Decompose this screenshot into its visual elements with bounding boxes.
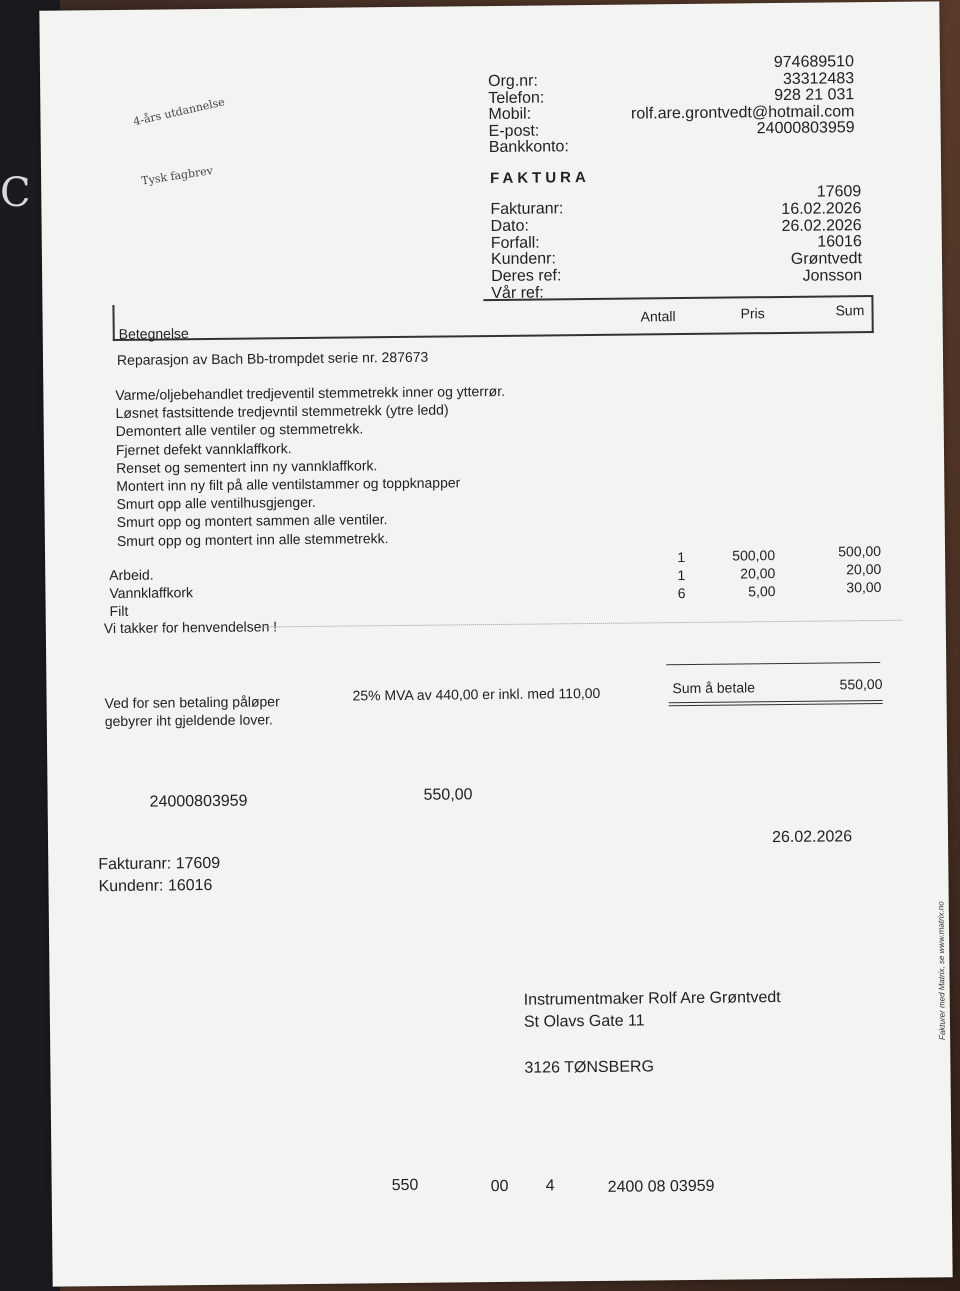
payee-street: St Olavs Gate 11 bbox=[523, 1012, 645, 1031]
late-note-line1: Ved for sen betaling påløper bbox=[104, 693, 280, 712]
total-value: 550,00 bbox=[839, 675, 883, 693]
header-sum: Sum bbox=[835, 302, 865, 319]
item-names bbox=[109, 565, 193, 620]
value-org: 974689510 bbox=[773, 53, 855, 72]
item-price: 20,00 bbox=[740, 565, 776, 582]
work-lines bbox=[115, 382, 506, 550]
value-bank: 24000803959 bbox=[756, 119, 855, 138]
label-customer-no: Kundenr: bbox=[490, 250, 557, 269]
logo-text-lower: Tysk fagbrev bbox=[140, 163, 214, 188]
item-qty-col bbox=[665, 548, 686, 602]
total-label: Sum å betale bbox=[672, 679, 756, 697]
work-line: Løsnet fastsittende tredjevntil stemmetrekk (ytre ledd) bbox=[115, 401, 449, 422]
work-line: Smurt opp alle ventilhusgjenger. bbox=[116, 494, 316, 513]
giro-customer-no: Kundenr: 16016 bbox=[98, 876, 213, 896]
giro-amount: 550,00 bbox=[423, 786, 473, 804]
items-end-line bbox=[262, 620, 902, 628]
company-labels bbox=[488, 73, 569, 156]
work-line: Smurt opp og montert sammen alle ventiler. bbox=[116, 511, 388, 531]
value-our-ref: Jonsson bbox=[802, 267, 863, 285]
giro-invoice-no: Fakturanr: 17609 bbox=[98, 854, 221, 874]
item-qty: 1 bbox=[677, 549, 686, 566]
giro-due-date: 26.02.2026 bbox=[771, 828, 853, 847]
value-due: 26.02.2026 bbox=[781, 216, 862, 235]
item-sum: 20,00 bbox=[846, 560, 882, 578]
work-line: Montert inn ny filt på alle ventilstammer og toppknapper bbox=[116, 474, 461, 494]
item-qty: 1 bbox=[677, 567, 686, 584]
late-payment-note bbox=[105, 692, 280, 730]
label-invoice-no: Fakturanr: bbox=[490, 200, 564, 219]
header-description: Betegnelse bbox=[118, 325, 189, 342]
payee-address bbox=[524, 987, 782, 1080]
value-invoice-no: 17609 bbox=[816, 183, 862, 201]
label-org: Org.nr: bbox=[488, 72, 538, 91]
label-their-ref: Deres ref: bbox=[491, 267, 562, 286]
item-sum: 30,00 bbox=[846, 578, 882, 596]
ocr-kroner: 550 bbox=[391, 1176, 419, 1195]
giro-references bbox=[98, 853, 220, 898]
item-sum: 500,00 bbox=[838, 542, 882, 560]
invoice-labels bbox=[490, 201, 564, 303]
thanks-text: Vi takker for henvendelsen ! bbox=[103, 618, 278, 637]
work-line: Renset og sementert inn ny vannklaffkork. bbox=[116, 457, 378, 476]
ocr-account: 2400 08 03959 bbox=[607, 1177, 715, 1196]
value-date: 16.02.2026 bbox=[781, 199, 862, 218]
work-line: Fjernet defekt vannklaffkork. bbox=[115, 439, 292, 458]
item-price-col bbox=[705, 546, 776, 601]
header-qty: Antall bbox=[640, 308, 676, 325]
logo-text-upper: 4-års utdannelse bbox=[132, 95, 226, 129]
item-sum-col bbox=[805, 542, 882, 597]
label-due: Forfall: bbox=[490, 234, 540, 252]
address-spacer bbox=[524, 1031, 781, 1058]
giro-account: 24000803959 bbox=[149, 792, 248, 811]
label-phone: Telefon: bbox=[488, 88, 545, 107]
printer-note: Fakturer med Matrix, se www.matrix.no bbox=[936, 901, 948, 1041]
label-email: E-post: bbox=[488, 122, 540, 140]
ocr-ore: 00 bbox=[490, 1177, 509, 1196]
total-double-rule bbox=[669, 700, 883, 706]
late-note-line2: gebyrer iht gjeldende lover. bbox=[104, 711, 273, 730]
repair-title: Reparasjon av Bach Bb-trompdet serie nr. 287673 bbox=[116, 348, 429, 368]
value-their-ref: Grøntvedt bbox=[790, 250, 863, 269]
work-line: Smurt opp og montert inn alle stemmetrekk. bbox=[116, 529, 389, 549]
label-bank: Bankkonto: bbox=[488, 138, 569, 157]
ocr-check-digit: 4 bbox=[545, 1177, 555, 1195]
invoice-values bbox=[781, 184, 862, 286]
label-mobile: Mobil: bbox=[488, 105, 532, 124]
label-our-ref: Vår ref: bbox=[491, 284, 544, 303]
total-top-rule bbox=[666, 662, 880, 665]
item-qty: 6 bbox=[677, 585, 686, 602]
payee-name: Instrumentmaker Rolf Are Grøntvedt bbox=[523, 989, 781, 1009]
header-price: Pris bbox=[740, 305, 765, 322]
item-name-cork: Vannklaffkork bbox=[109, 584, 194, 602]
item-price: 500,00 bbox=[732, 547, 776, 564]
vat-note: 25% MVA av 440,00 er inkl. med 110,00 bbox=[352, 684, 601, 704]
company-values bbox=[630, 54, 854, 139]
value-customer-no: 16016 bbox=[817, 233, 862, 252]
invoice-paper bbox=[39, 1, 952, 1286]
work-line: Varme/oljebehandlet tredjeventil stemmetrekk inner og ytterrør. bbox=[115, 382, 506, 403]
item-name-felt: Filt bbox=[109, 602, 129, 620]
value-email: rolf.are.grontvedt@hotmail.com bbox=[630, 102, 855, 123]
label-date: Dato: bbox=[490, 217, 529, 235]
document-title: FAKTURA bbox=[490, 168, 590, 188]
work-line: Demontert alle ventiler og stemmetrekk. bbox=[115, 420, 364, 440]
payee-city: 3126 TØNSBERG bbox=[524, 1058, 655, 1077]
item-name-work: Arbeid. bbox=[109, 566, 154, 584]
value-mobile: 928 21 031 bbox=[774, 86, 855, 105]
background-text: C bbox=[0, 170, 31, 216]
value-phone: 33312483 bbox=[782, 69, 855, 88]
item-price: 5,00 bbox=[748, 583, 776, 600]
